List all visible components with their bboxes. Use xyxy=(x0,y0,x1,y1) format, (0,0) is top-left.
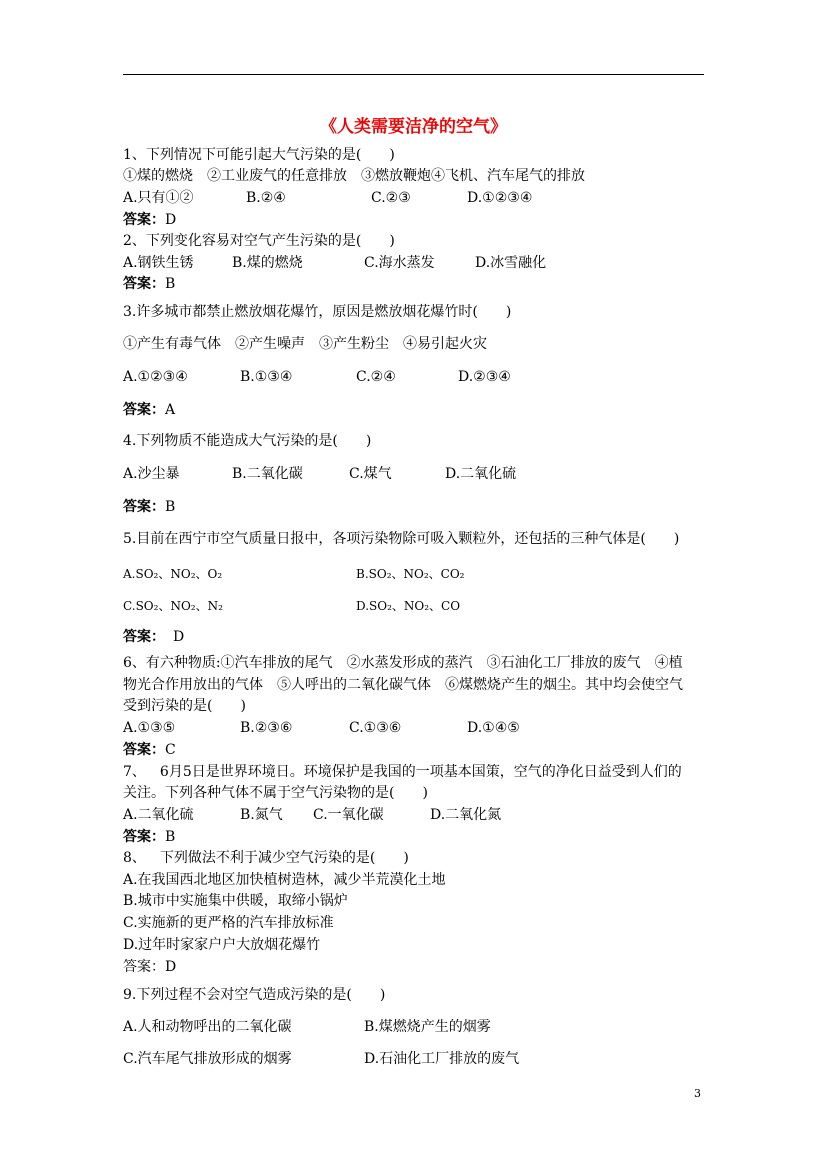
q7-answer xyxy=(123,828,175,846)
q8-answer xyxy=(123,958,176,976)
q6-stem-line3: 受到污染的是( ) xyxy=(123,698,246,714)
q3-answer xyxy=(123,401,175,419)
q4-option-a: A.沙尘暴 xyxy=(123,466,180,482)
q9-stem: 9.下列过程不会对空气造成污染的是( ) xyxy=(123,987,386,1003)
header-rule xyxy=(123,74,704,75)
q6-answer xyxy=(123,741,176,759)
answer-label: 答案： xyxy=(123,829,165,845)
q8-option-a: A.在我国西北地区加快植树造林，减少半荒漠化土地 xyxy=(123,872,446,888)
answer-label: 答案： xyxy=(123,742,165,758)
q2-option-a: A.钢铁生锈 xyxy=(123,255,194,271)
q3-option-a: A.①②③④ xyxy=(123,369,188,385)
answer-label: 答案： xyxy=(123,402,165,418)
q6-option-c: C.①③⑥ xyxy=(349,720,402,736)
q7-option-b: B.氮气 xyxy=(240,807,283,823)
q2-option-b: B.煤的燃烧 xyxy=(232,255,303,271)
q5-option-c: C.SO₂、NO₂、N₂ xyxy=(123,599,223,613)
answer-label: 答案： xyxy=(123,629,165,645)
q4-stem: 4.下列物质不能造成大气污染的是( ) xyxy=(123,433,372,449)
q3-stem: 3.许多城市都禁止燃放烟花爆竹，原因是燃放烟花爆竹时( ) xyxy=(123,304,512,320)
answer-label: 答案： xyxy=(123,499,165,515)
q9-option-c: C.汽车尾气排放形成的烟雾 xyxy=(123,1051,292,1067)
q6-stem-line1: 6、有六种物质:①汽车排放的尾气 ②水蒸发形成的蒸汽 ③石油化工厂排放的废气 ④植 xyxy=(123,655,683,671)
q4-option-d: D.二氧化硫 xyxy=(445,466,517,482)
answer-label: 答案： xyxy=(123,212,165,228)
q7-option-a: A.二氧化硫 xyxy=(123,807,194,823)
q1-option-a: A.只有①② xyxy=(123,190,194,206)
q6-stem-line2: 物光合作用放出的气体 ⑤人呼出的二氧化碳气体 ⑥煤燃烧产生的烟尘。其中均会使空气 xyxy=(123,677,683,693)
q2-answer xyxy=(123,275,175,293)
q6-option-a: A.①③⑤ xyxy=(123,720,176,736)
page-title: 《人类需要洁净的空气》 xyxy=(320,117,507,137)
q2-option-d: D.冰雪融化 xyxy=(475,255,547,271)
q1-option-d: D.①②③④ xyxy=(467,190,533,206)
answer-label: 答案： xyxy=(123,959,165,975)
q7-stem-line2: 关注。下列各种气体不属于空气污染物的是( ) xyxy=(123,785,428,801)
q5-option-a: A.SO₂、NO₂、O₂ xyxy=(123,567,223,581)
answer-value: D xyxy=(165,959,177,975)
answer-value: B xyxy=(165,276,176,292)
q8-option-c: C.实施新的更严格的汽车排放标准 xyxy=(123,915,334,931)
q6-option-b: B.②③⑥ xyxy=(240,720,293,736)
q3-option-c: C.②④ xyxy=(356,369,396,385)
q7-option-d: D.二氧化氮 xyxy=(430,807,502,823)
q9-option-b: B.煤燃烧产生的烟雾 xyxy=(364,1019,491,1035)
q3-option-d: D.②③④ xyxy=(458,369,511,385)
q1-stem: 1、下列情况下可能引起大气污染的是( ) xyxy=(123,147,395,163)
answer-value: D xyxy=(173,629,185,645)
q1-option-c: C.②③ xyxy=(371,190,411,206)
q7-option-c: C.一氧化碳 xyxy=(313,807,384,823)
q5-option-b: B.SO₂、NO₂、CO₂ xyxy=(356,567,465,581)
q4-answer xyxy=(123,498,175,516)
answer-value: C xyxy=(165,742,176,758)
q3-items: ①产生有毒气体 ②产生噪声 ③产生粉尘 ④易引起火灾 xyxy=(123,336,487,352)
answer-value: D xyxy=(165,212,177,228)
q8-option-d: D.过年时家家户户大放烟花爆竹 xyxy=(123,937,321,953)
q8-stem: 8、 下列做法不利于减少空气污染的是( ) xyxy=(123,850,409,866)
answer-value: A xyxy=(165,402,176,418)
q4-option-c: C.煤气 xyxy=(349,466,392,482)
q1-option-b: B.②④ xyxy=(246,190,286,206)
q5-answer xyxy=(123,628,184,646)
q9-option-a: A.人和动物呼出的二氧化碳 xyxy=(123,1019,292,1035)
q8-option-b: B.城市中实施集中供暖，取缔小锅炉 xyxy=(123,893,348,909)
q7-stem-line1: 7、 6月5日是世界环境日。环境保护是我国的一项基本国策，空气的净化日益受到人们的 xyxy=(123,764,682,780)
q3-option-b: B.①③④ xyxy=(240,369,293,385)
q9-option-d: D.石油化工厂排放的废气 xyxy=(364,1051,520,1067)
q2-option-c: C.海水蒸发 xyxy=(364,255,435,271)
answer-value: B xyxy=(165,499,176,515)
answer-label: 答案： xyxy=(123,276,165,292)
q2-stem: 2、下列变化容易对空气产生污染的是( ) xyxy=(123,233,395,249)
answer-value: B xyxy=(165,829,176,845)
page-number: 3 xyxy=(694,1087,701,1100)
q1-answer xyxy=(123,211,176,229)
q5-stem: 5.目前在西宁市空气质量日报中，各项污染物除可吸入颗粒外，还包括的三种气体是( ) xyxy=(123,531,680,547)
q5-option-d: D.SO₂、NO₂、CO xyxy=(356,599,461,613)
q4-option-b: B.二氧化碳 xyxy=(232,466,303,482)
q6-option-d: D.①④⑤ xyxy=(467,720,520,736)
q1-items: ①煤的燃烧 ②工业废气的任意排放 ③燃放鞭炮④飞机、汽车尾气的排放 xyxy=(123,168,585,184)
